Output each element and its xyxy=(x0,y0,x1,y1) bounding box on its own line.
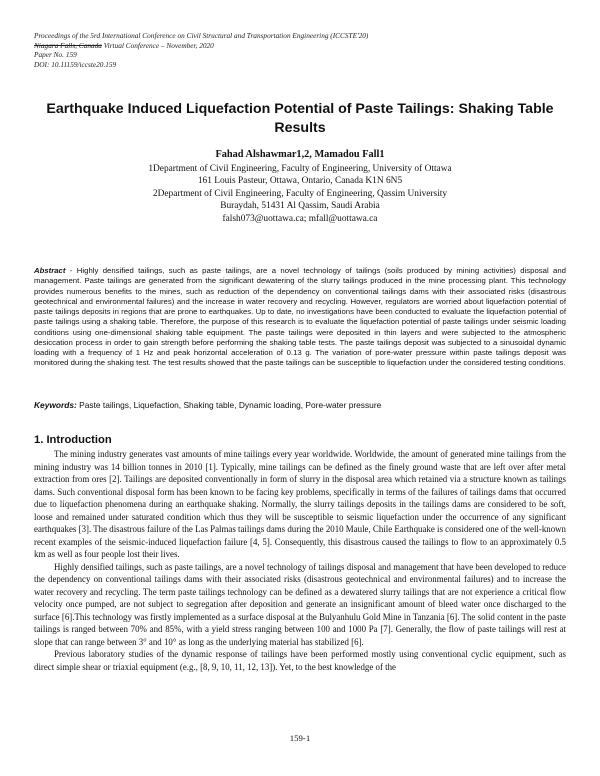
header-doi: DOI: 10.11159/iccste20.159 xyxy=(34,59,117,69)
section-heading-introduction: 1. Introduction xyxy=(34,434,112,446)
author-emails: falsh073@uottawa.ca; mfall@uottawa.ca xyxy=(222,213,378,224)
affiliation-line: Buraydah, 51431 Al Qassim, Saudi Arabia xyxy=(220,201,380,212)
page-number: 159-1 xyxy=(289,733,311,743)
abstract-label: Abstract xyxy=(34,266,66,275)
keywords xyxy=(34,400,566,410)
header-venue-rest: Virtual Conference – November, 2020 xyxy=(101,40,214,50)
header-venue-struck: Niagara Falls, Canada xyxy=(34,40,102,50)
affiliations xyxy=(34,163,566,225)
introduction-body xyxy=(34,448,566,673)
body-paragraph: Highly densified tailings, such as paste tailings, are a novel technology of tailings disposal and management that have been developed to reduce the dependency on conventional tailings dams with their associated risks (disastrous geotechnical and environmental failures) and to increase the water recovery and recycling. The term paste tailings technology can be defined as a dewatered slurry tailings that are not experience a critical flow velocity once pumped, are not subject to segregation after deposition and generate an insignificant amount of bleed water once discharged to the surface [6].This technology was firstly implemented as a surface disposal at the Bulyanhulu Gold Mine in Tanzania [6]. The solid content in the paste tailings is ranged between 70% and 85%, with a yield stress ranging between 100 and 1000 Pa [7]. Generally, the flow of paste tailings will rest at slope that can range between 3° and 10° as long as the underlying material has stabilized [6]. xyxy=(34,561,566,647)
paper-title: Earthquake Induced Liquefaction Potential of Paste Tailings: Shaking Table Results xyxy=(46,101,554,136)
body-paragraph: The mining industry generates vast amounts of mine tailings every year worldwide. Worldwide, the amount of generated mine tailings from the mining industry was 14 billion tonnes in 2010 [1]. Typically, mine tailings can be defined as the finely ground waste that are left over after metal extraction from ores [2]. Tailings are deposited conventionally in form of slurry in the disposal area which retained via a structure known as tailings dams. Such conventional disposal form has been known to be facing key problems, specifically in terms of the failures of tailings dams that occurred due to liquefaction phenomena during an earthquake shaking. Normally, the slurry tailings deposits in the tailings dams are considered to be soft, loose and remained under saturated condition which thus they will be susceptible to seismic liquefaction under the occurrence of any significant earthquakes [3]. The disastrous failure of the Las Palmas tailings dams during the 2010 Maule, Chile Earthquake is considered one of the well-known recent examples of the seismic-induced liquefaction failure [4, 5]. Consequently, this disastrous caused the tailings to flow to an approximately 0.5 km as well as four people lost their lives. xyxy=(34,449,566,559)
abstract xyxy=(34,266,566,369)
header-venue xyxy=(34,41,554,51)
keywords-label: Keywords: xyxy=(34,400,77,410)
paper-authors: Fahad Alshawmar1,2, Mamadou Fall1 xyxy=(215,149,385,160)
abstract-text: - Highly densified tailings, such as paste tailings, are a novel technology of tailings (soils produced by mining activities) disposal and management. Paste tailings are generated from the significant dewatering of the slurry tailings produced in the mine processing plant. This technology provides numerous benefits to the mines, such as reduction of the dependency on conventional tailings dams with their associated risks (disastrous geotechnical and environmental failures) and the increase in water recovery and recycling. However, regulators are worried about liquefaction potential of paste tailings deposits in regions that are prone to earthquakes. Up to date, no investigations have been conducted to evaluate the liquefaction potential of paste tailings using a shaking table. Therefore, the purpose of this research is to evaluate the liquefaction potential of paste tailings under seismic loading conditions using one-dimensional shaking table equipment. The paste tailings were deposited in thin layers and were subjected to the atmospheric desiccation process in order to gain strength before performing the shaking table tests. The paste tailings deposit was subjected to a sinusoidal dynamic loading with a frequency of 1 Hz and peak horizontal acceleration of 0.13 g. The variation of pore-water pressure within paste tailings deposit was monitored during the shaking test. The test results showed that the paste tailings can be susceptible to liquefaction under the considered testing conditions. xyxy=(34,266,566,368)
body-paragraph: Previous laboratory studies of the dynamic response of tailings have been performed mostly using conventional cyclic equipment, such as direct simple shear or triaxial equipment (e.g., [8, 9, 10, 11, 12, 13]). Yet, to the best knowledge of the xyxy=(34,649,566,672)
header-paper-number: Paper No. 159 xyxy=(34,50,77,60)
affiliation-line: 161 Louis Pasteur, Ottawa, Ontario, Canada K1N 6N5 xyxy=(197,176,403,187)
keywords-text: Paste tailings, Liquefaction, Shaking table, Dynamic loading, Pore-water pressure xyxy=(76,400,382,410)
affiliation-line: 1Department of Civil Engineering, Faculty of Engineering, University of Ottawa xyxy=(148,164,452,174)
affiliation-line: 2Department of Civil Engineering, Faculty of Engineering, Qassim University xyxy=(152,188,448,199)
proceedings-header xyxy=(34,31,554,69)
header-conference: Proceedings of the 5rd International Conference on Civil Structural and Transportation Engineering (ICCSTE'20) xyxy=(34,31,369,40)
